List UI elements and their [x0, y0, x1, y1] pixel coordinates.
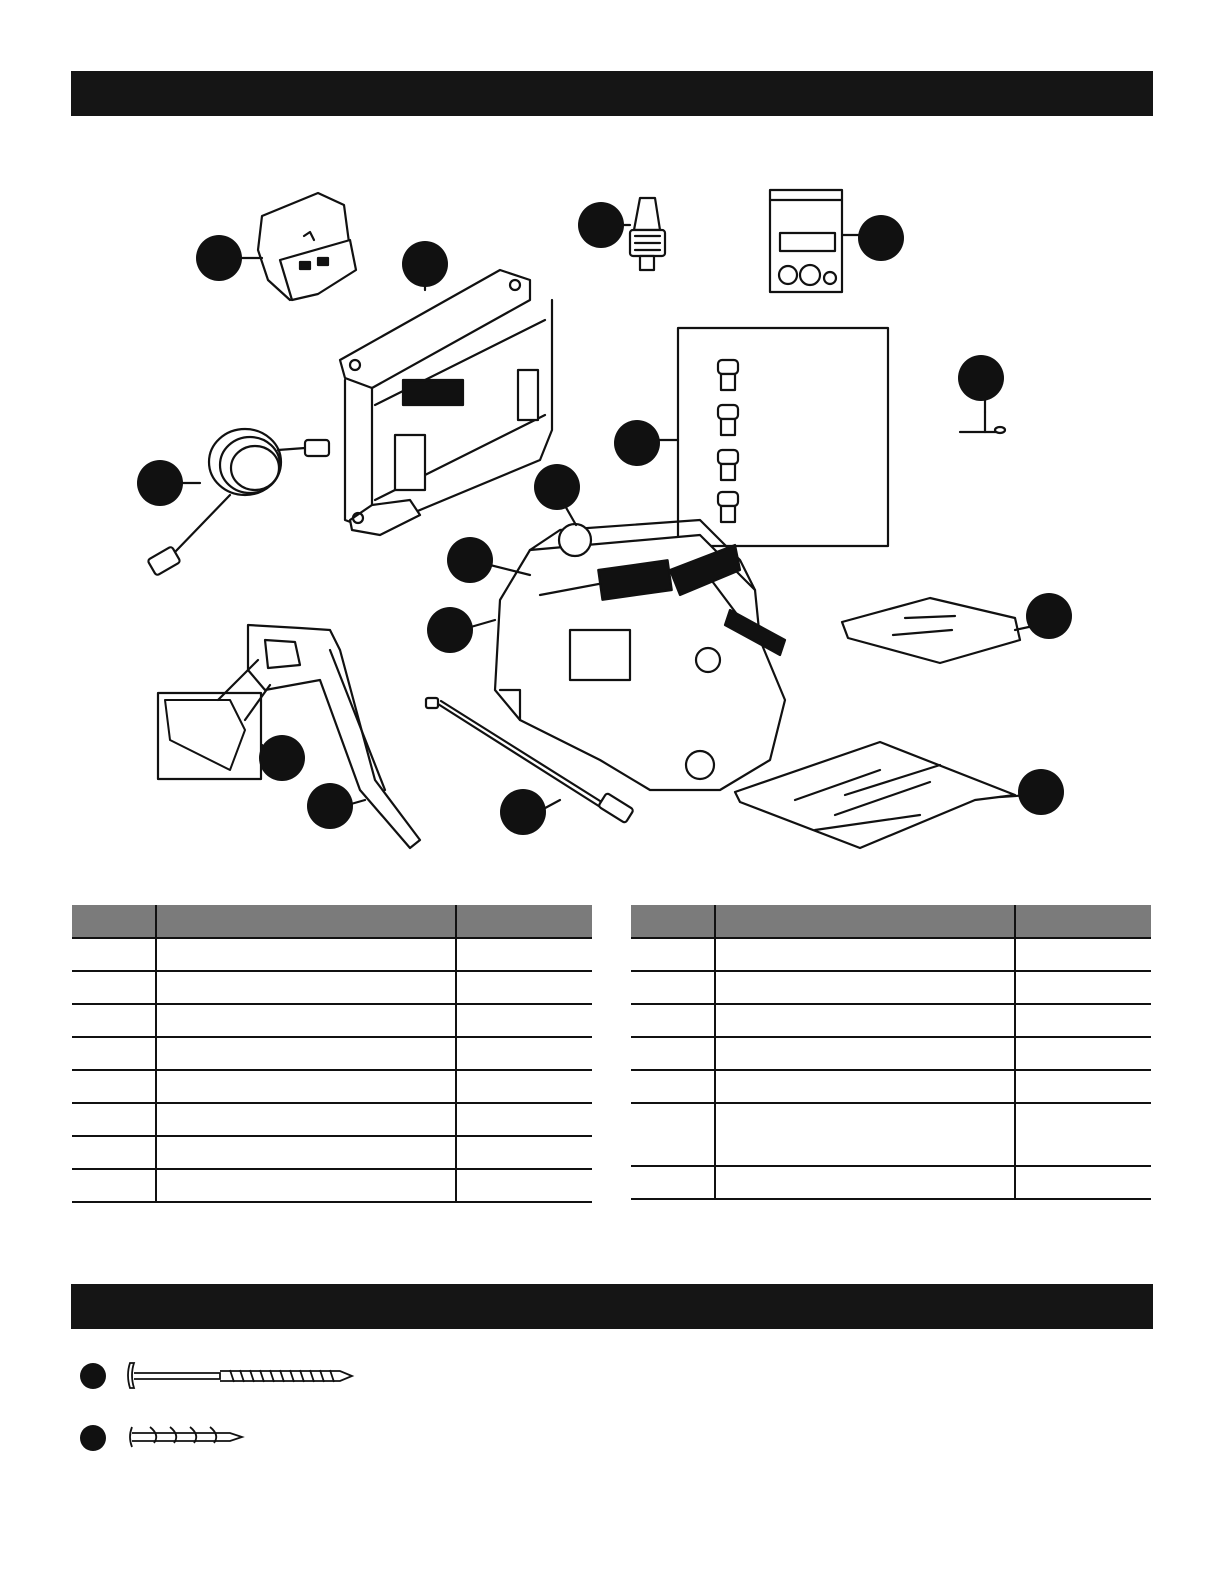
table-cell [72, 1004, 156, 1037]
table-cell [456, 1103, 592, 1136]
table-cell [1015, 1103, 1151, 1166]
table-cell [715, 1070, 1015, 1103]
table-cell [72, 1169, 156, 1202]
table-cell [156, 1037, 456, 1070]
contents-table-left [72, 905, 592, 1203]
table-row [631, 1037, 1151, 1070]
table-cell [72, 1070, 156, 1103]
column-header [715, 905, 1015, 938]
table-row [72, 1136, 592, 1169]
table-cell [156, 1004, 456, 1037]
table-cell [72, 1103, 156, 1136]
table-cell [156, 938, 456, 971]
table-cell [72, 971, 156, 1004]
table-cell [715, 971, 1015, 1004]
table-cell [456, 1169, 592, 1202]
nozzle-box [678, 328, 888, 546]
high-pressure-hose-drawing [147, 429, 329, 576]
table-cell [631, 938, 715, 971]
table-cell [715, 1004, 1015, 1037]
table-row [72, 971, 592, 1004]
table-cell [1015, 1004, 1151, 1037]
table-cell [456, 1070, 592, 1103]
table-row [72, 1169, 592, 1202]
table-row [631, 938, 1151, 971]
table-row [72, 938, 592, 971]
hardware-list [70, 1345, 390, 1485]
table-cell [456, 938, 592, 971]
table-cell [715, 1037, 1015, 1070]
table-row [72, 1070, 592, 1103]
table-cell [456, 971, 592, 1004]
table-cell [631, 1166, 715, 1199]
table-row [72, 1103, 592, 1136]
table-cell [1015, 1037, 1151, 1070]
table-cell [156, 1070, 456, 1103]
long-screw-icon [128, 1363, 352, 1388]
column-header [156, 905, 456, 938]
long-screw-item [80, 1363, 352, 1389]
table-cell [715, 1103, 1015, 1166]
table-row [631, 1004, 1151, 1037]
table-row [72, 1004, 592, 1037]
column-header [1015, 905, 1151, 938]
turbo-nozzle-drawing [630, 198, 665, 270]
table-cell [156, 1136, 456, 1169]
table-cell [456, 1037, 592, 1070]
table-cell [631, 1070, 715, 1103]
table-cell [631, 1103, 715, 1166]
column-header [456, 905, 592, 938]
section-banner-bottom [71, 1284, 1153, 1329]
hose-clip-drawing [960, 412, 1005, 433]
hardware-marker-2 [80, 1425, 106, 1451]
table-row [631, 1070, 1151, 1103]
table-row [631, 1103, 1151, 1166]
table-cell [715, 938, 1015, 971]
table-row [631, 1166, 1151, 1199]
table-row [631, 971, 1151, 1004]
table-header-row [631, 905, 1151, 938]
hardware-marker-1 [80, 1363, 106, 1389]
table-cell [1015, 1166, 1151, 1199]
table-cell [1015, 1070, 1151, 1103]
table-header-row [72, 905, 592, 938]
table-cell [456, 1136, 592, 1169]
pressure-washer-body-drawing [495, 520, 785, 790]
table-cell [715, 1166, 1015, 1199]
battery-adapter-drawing [258, 193, 356, 300]
long-screw-bag-drawing [735, 742, 1030, 848]
column-header [72, 905, 156, 938]
table-cell [1015, 938, 1151, 971]
table-cell [156, 1103, 456, 1136]
table-cell [156, 1169, 456, 1202]
table-cell [1015, 971, 1151, 1004]
wall-anchor-icon [130, 1427, 242, 1447]
table-cell [72, 938, 156, 971]
small-screw-bag-drawing [842, 598, 1038, 663]
table-cell [631, 1037, 715, 1070]
table-cell [72, 1037, 156, 1070]
wall-mount-bracket-drawing [340, 270, 552, 535]
contents-table-right [631, 905, 1151, 1200]
table-row [72, 1037, 592, 1070]
table-cell [631, 971, 715, 1004]
table-cell [456, 1004, 592, 1037]
table-cell [156, 971, 456, 1004]
wall-anchor-item [80, 1425, 242, 1451]
column-header [631, 905, 715, 938]
hardware-card-drawing [770, 190, 842, 292]
table-cell [72, 1136, 156, 1169]
table-cell [631, 1004, 715, 1037]
